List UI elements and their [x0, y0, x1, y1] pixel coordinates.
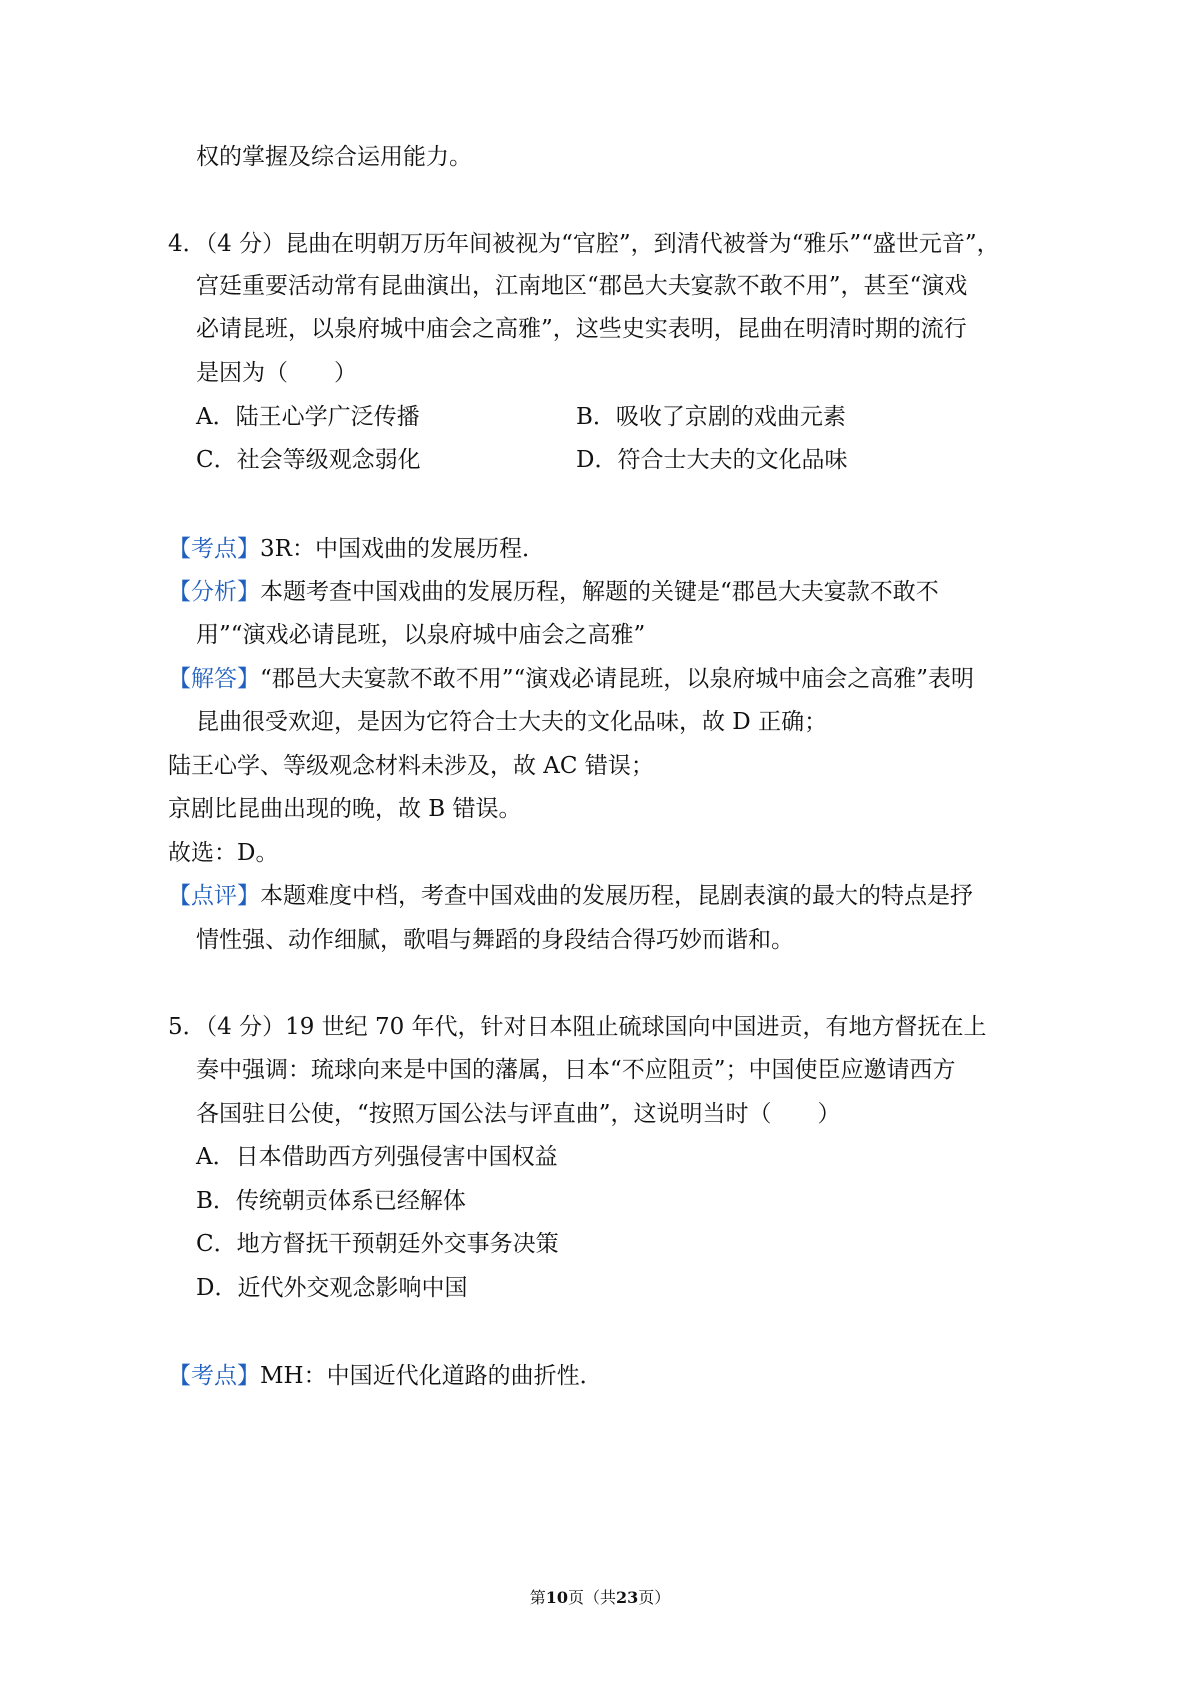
jieda-text: “郡邑大夫宴款不敢不用”“演戏必请昆班，以泉府城中庙会之高雅”表明 [260, 666, 975, 692]
kaodian-text: MH：中国近代化道路的曲折性． [260, 1363, 603, 1389]
q5-option-c: C．地方督抚干预朝廷外交事务决策 [196, 1231, 559, 1257]
kaodian-text: 3R：中国戏曲的发展历程． [260, 536, 545, 562]
footer-prefix: 第 [529, 1588, 546, 1607]
q5-option-a: A．日本借助西方列强侵害中国权益 [196, 1144, 558, 1170]
q5-stem-line-1: 5．（4 分）19 世纪 70 年代，针对日本阻止硫球国向中国进贡，有地方督抚在上 [168, 1014, 987, 1040]
dianping-tag: 【点评】 [168, 883, 260, 909]
kaodian-tag: 【考点】 [168, 1363, 260, 1389]
q4-kaodian [168, 533, 545, 565]
dianping-text: 本题难度中档，考查中国戏曲的发展历程，昆剧表演的最大的特点是抒 [260, 883, 973, 909]
q4-option-c: C．社会等级观念弱化 [196, 447, 421, 473]
q4-jieda-line-3: 陆王心学、等级观念材料未涉及，故 AC 错误； [168, 753, 654, 779]
continuation-text: 权的掌握及综合运用能力。 [196, 144, 472, 170]
kaodian-tag: 【考点】 [168, 536, 260, 562]
footer-middle: 页（共 [567, 1588, 616, 1607]
q4-stem-line-2: 宫廷重要活动常有昆曲演出，江南地区“郡邑大夫宴款不敢不用”，甚至“演戏 [196, 273, 968, 299]
q5-option-b: B．传统朝贡体系已经解体 [196, 1188, 466, 1214]
q4-option-b: B．吸收了京剧的戏曲元素 [576, 404, 846, 430]
q4-dianping-line-1 [168, 880, 973, 912]
footer-suffix: 页） [638, 1588, 671, 1607]
q4-stem-line-4: 是因为（ ） [196, 360, 357, 386]
q4-fenxi-line-2: 用”“演戏必请昆班，以泉府城中庙会之高雅” [196, 622, 646, 648]
q4-dianping-line-2: 情性强、动作细腻，歌唱与舞蹈的身段结合得巧妙而谐和。 [196, 927, 794, 953]
q4-stem-line-3: 必请昆班，以泉府城中庙会之高雅”，这些史实表明，昆曲在明清时期的流行 [196, 316, 967, 342]
q4-option-a: A．陆王心学广泛传播 [196, 404, 420, 430]
q5-stem-line-2: 奏中强调：琉球向来是中国的藩属，日本“不应阻贡”；中国使臣应邀请西方 [196, 1057, 956, 1083]
q4-answer: 故选：D。 [168, 840, 279, 866]
q4-jieda-line-1 [168, 663, 974, 695]
q4-stem-line-1: 4．（4 分）昆曲在明朝万历年间被视为“官腔”，到清代被誉为“雅乐”“盛世元音”， [168, 231, 1000, 257]
q4-jieda-line-2: 昆曲很受欢迎，是因为它符合士大夫的文化品味，故 D 正确； [196, 709, 828, 735]
q5-option-d: D．近代外交观念影响中国 [196, 1275, 468, 1301]
q5-kaodian [168, 1360, 603, 1392]
page-number: 10 [545, 1588, 568, 1607]
fenxi-text: 本题考查中国戏曲的发展历程，解题的关键是“郡邑大夫宴款不敢不 [260, 579, 939, 605]
q5-stem-line-3: 各国驻日公使，“按照万国公法与评直曲”，这说明当时（ ） [196, 1101, 841, 1127]
q4-fenxi-line-1 [168, 576, 939, 608]
q4-option-d: D．符合士大夫的文化品味 [576, 447, 848, 473]
fenxi-tag: 【分析】 [168, 579, 260, 605]
page-total: 23 [616, 1588, 639, 1607]
jieda-tag: 【解答】 [168, 666, 260, 692]
q4-jieda-line-4: 京剧比昆曲出现的晚，故 B 错误。 [168, 796, 522, 822]
page-footer [0, 1586, 1200, 1610]
